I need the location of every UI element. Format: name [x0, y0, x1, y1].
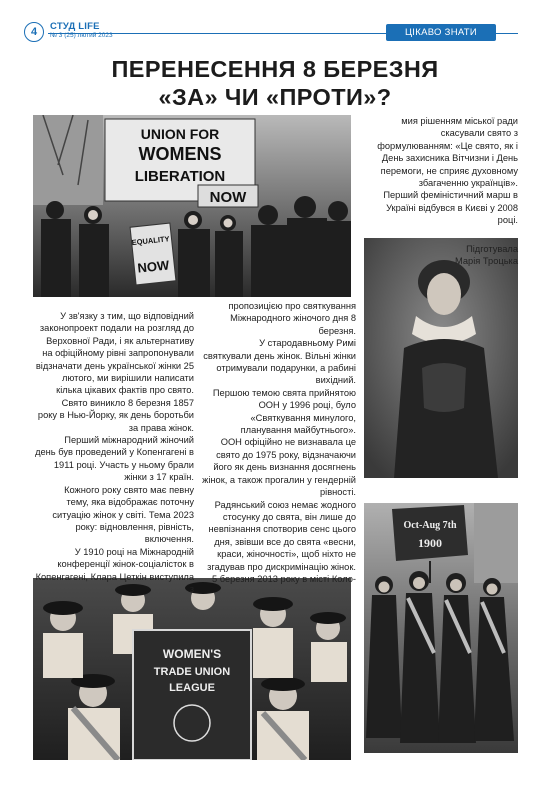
- protest-sign-equality: EQUALITY: [131, 234, 170, 248]
- paragraph: Перший міжнародний жіночий день був проведений у Копенгагені в 1911 році. Участь у ньому брали жінки з 17 країн.: [35, 435, 194, 483]
- magazine-name: СТУД LIFE: [50, 21, 100, 32]
- title-line-2: «ЗА» ЧИ «ПРОТИ»?: [158, 84, 392, 110]
- paragraph: Радянський союз немає жодного стосунку до свята, він лише до невпізнання спотворив сенс цього дня, звівши все до свята «весни, краси, жіночності», щоб ніхто не згадував про дискримінацію жінок.: [207, 499, 356, 572]
- protest-photo: [33, 115, 351, 297]
- credit-name: Марія Троцька: [455, 256, 518, 267]
- credit-label: Підготувала: [466, 243, 518, 254]
- issue-info: № 3 (25) лютий 2023: [50, 32, 113, 39]
- paragraph: Першою темою свята прийнятою ООН у 1996 році, було «Святкування минулого, планування майбутнього».: [212, 387, 356, 436]
- article-column-3: [364, 115, 518, 267]
- march-sign-line2: 1900: [418, 536, 442, 550]
- page-number: 4: [24, 22, 44, 42]
- paragraph: пропозицією про святкування Міжнародного жіночого дня 8 березня.: [228, 301, 356, 336]
- paragraph: Кожного року свято має певну тему, яка відображає поточну ситуацію жінок у світі. Тема 2023 року: відновлення, рівність, включення.: [52, 484, 194, 545]
- paragraph: мия рішенням міської ради скасували свято з формулюванням: «Це свято, як і День захисника Вітчизни і День перемоги, не сприяє духовному збагаченню українців».: [377, 116, 518, 189]
- paragraph: У стародавньому Римі святкували день жінок. Вільні жінки отримували подарунки, а рабині вихідний.: [203, 338, 356, 386]
- protest-sign-line2: WOMENS: [138, 144, 222, 164]
- paragraph: ООН офіційно не визнавала це свято до 1975 року, відзначаючи його як день визнання досягнень жінок, а також прогалин у гендерній рівності.: [202, 437, 356, 498]
- paragraph: У 1910 році на Міжнародній конференції жінок-соціалісток в Копенгагені, Клара Цеткін виступила з: [35, 546, 194, 594]
- banner-line1: WOMEN'S: [162, 647, 222, 661]
- article-column-2: [198, 300, 356, 585]
- banner-line3: LEAGUE: [169, 682, 215, 694]
- portrait-photo: [364, 238, 518, 478]
- protest-sign-line1: UNION FOR: [140, 126, 220, 142]
- march-photo: [364, 503, 518, 753]
- march-sign-line1: Oct-Aug 7th: [403, 520, 457, 531]
- paragraph: 5 березня 2013 року в місті Коло-: [211, 573, 356, 584]
- banner-photo: [33, 578, 351, 760]
- protest-sign-now: NOW: [209, 189, 247, 206]
- paragraph: Перший феміністичний марш в Україні відбувся в Києві у 2008 році.: [383, 190, 518, 226]
- title-line-1: ПЕРЕНЕСЕННЯ 8 БЕРЕЗНЯ: [111, 56, 439, 82]
- paragraph: Свято виникло 8 березня 1857 року в Нью-Йорку, як день боротьби за права жінок.: [37, 397, 194, 433]
- article-title: [60, 55, 490, 111]
- page-header: [0, 0, 550, 46]
- banner-line2: TRADE UNION: [153, 666, 231, 678]
- author-credit: [364, 243, 518, 268]
- paragraph: У зв'язку з тим, що відповідний законопроект подали на розгляд до Верховної Ради, і як альтернативу на офіційному рівні запропонували відзначати день української жінки 25 лютого, ми вирішили написати кілька цікавих фактів про свято.: [35, 311, 194, 396]
- section-label: ЦІКАВО ЗНАТИ: [386, 24, 496, 41]
- protest-sign-line3: LIBERATION: [134, 168, 226, 185]
- protest-sign-equality-now: NOW: [136, 257, 170, 276]
- article-column-1: [34, 310, 194, 595]
